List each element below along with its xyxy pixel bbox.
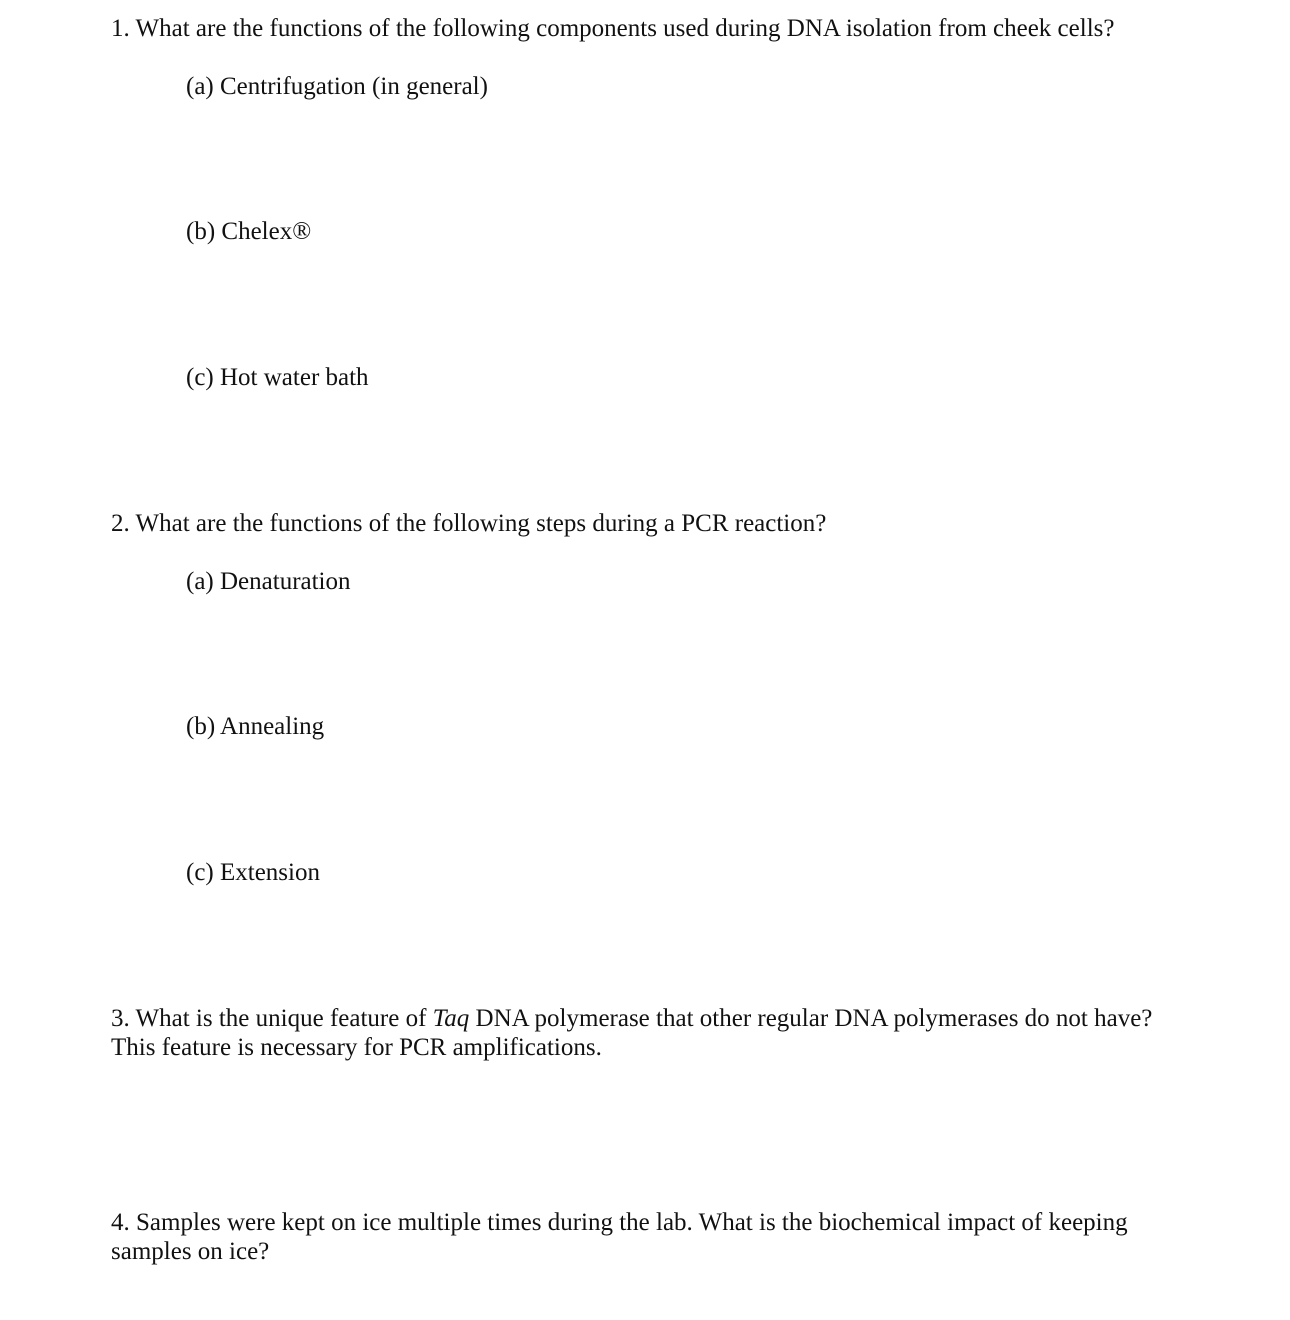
question-2-part-b: (b) Annealing [186,713,325,740]
question-3-line-2: This feature is necessary for PCR amplifications. [111,1034,602,1061]
question-2: 2. What are the functions of the following steps during a PCR reaction? [111,510,827,537]
question-2-part-a: (a) Denaturation [186,568,351,595]
taq-italic: Taq [432,1005,470,1032]
question-2-part-c: (c) Extension [186,859,320,886]
question-1-part-b: (b) Chelex® [186,218,312,245]
question-4-line-1: 4. Samples were kept on ice multiple times during the lab. What is the biochemical impact of keeping [111,1209,1128,1236]
question-3-line-1 [111,1004,1152,1033]
question-1-part-c: (c) Hot water bath [186,364,369,391]
question-4-line-2: samples on ice? [111,1238,270,1265]
question-3-text-end: DNA polymerase that other regular DNA polymerases do not have? [469,1005,1153,1032]
question-1-part-a: (a) Centrifugation (in general) [186,73,488,100]
question-1: 1. What are the functions of the following components used during DNA isolation from cheek cells? [111,15,1115,42]
question-3-text-start: 3. What is the unique feature of [111,1005,433,1032]
